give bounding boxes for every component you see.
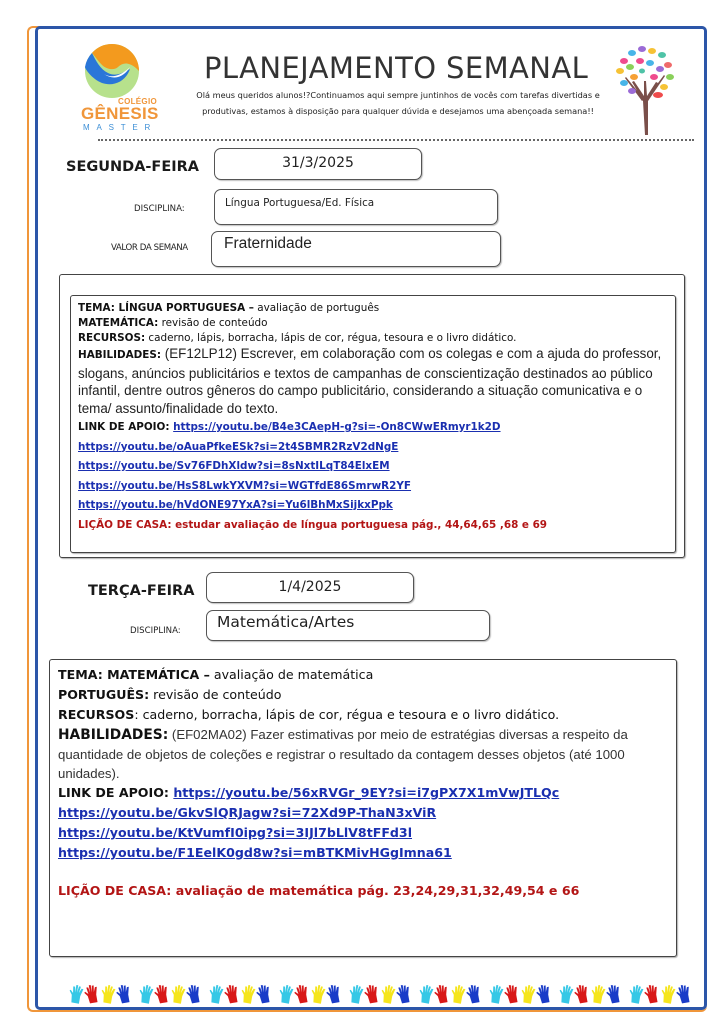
monday-link-1[interactable]: https://youtu.be/B4e3CAepH-g?si=-On8CWwERmyr1k2D	[173, 421, 501, 433]
intro-message: Olá meus queridos alunos!?Continuamos aqui sempre juntinhos de vocês com tarefas divertidas e produtivas, estamos à disposição para qualquer dúvida e desejamos uma abençoada semana!!	[196, 90, 600, 116]
hand-group	[278, 984, 342, 1006]
monday-habilidades: HABILIDADES: (EF12LP12) Escrever, em colaboração com os colegas e com a ajuda do professor, slogans, anúncios publicitários e textos de campanhas de conscientização destinados ao público infantil, dentre outros gêneros do campo publicitário, considerando a situação comunicativa e o tema/ assunto/finalidade do texto.	[78, 346, 662, 416]
tuesday-homework: LIÇÃO DE CASA: avaliação de matemática pág. 23,24,29,31,32,49,54 e 66	[58, 883, 580, 898]
tuesday-link-label: LINK DE APOIO:	[58, 785, 174, 800]
tuesday-link-2[interactable]: https://youtu.be/GkvSlQRJagw?si=72Xd9P-ThaN3xViR	[58, 805, 437, 820]
hand-icon	[100, 984, 116, 1004]
hand-icon	[418, 984, 434, 1004]
hand-group	[138, 984, 202, 1006]
monday-link-label: LINK DE APOIO:	[78, 421, 174, 433]
hand-icon	[558, 984, 574, 1004]
hand-icon	[208, 984, 224, 1004]
hand-group	[628, 984, 692, 1006]
hand-icon	[450, 984, 466, 1004]
header-divider	[98, 139, 694, 141]
monday-date-field[interactable]: 31/3/2025	[214, 148, 422, 180]
hand-icon	[606, 984, 622, 1004]
hand-group	[558, 984, 622, 1006]
hand-icon	[68, 984, 84, 1004]
tuesday-tema: TEMA: MATEMÁTICA – avaliação de matemática	[58, 667, 374, 682]
hand-icon	[628, 984, 644, 1004]
hand-icon	[364, 984, 380, 1004]
hand-icon	[138, 984, 154, 1004]
hand-icon	[278, 984, 294, 1004]
tuesday-recursos: RECURSOS: caderno, borracha, lápis de cor, régua e tesoura e o livro didático.	[58, 707, 560, 722]
hand-icon	[660, 984, 676, 1004]
school-logo	[78, 43, 158, 135]
hand-icon	[326, 984, 342, 1004]
hand-icon	[84, 984, 100, 1004]
hand-icon	[294, 984, 310, 1004]
tuesday-discipline-label: DISCIPLINA:	[130, 626, 181, 636]
tuesday-habilidades: HABILIDADES: (EF02MA02) Fazer estimativas por meio de estratégias diversas a respeito da quantidade de objetos de coleções e registrar o resultado da contagem desses objetos (até 1000 unidades).	[58, 727, 628, 781]
hand-icon	[348, 984, 364, 1004]
monday-label: SEGUNDA-FEIRA	[66, 159, 200, 175]
hand-icon	[170, 984, 186, 1004]
tuesday-discipline-field[interactable]: Matemática/Artes	[206, 610, 490, 641]
hands-border-decoration	[68, 984, 668, 1006]
monday-recursos: RECURSOS: caderno, lápis, borracha, lápis de cor, régua, tesoura e o livro didático.	[78, 332, 517, 344]
hand-icon	[504, 984, 520, 1004]
tuesday-label: TERÇA-FEIRA	[88, 583, 195, 599]
hand-icon	[116, 984, 132, 1004]
monday-matematica: MATEMÁTICA: revisão de conteúdo	[78, 317, 268, 329]
hand-icon	[488, 984, 504, 1004]
monday-link-2[interactable]: https://youtu.be/oAuaPfkeESk?si=2t4SBMR2RzV2dNgE	[78, 440, 399, 453]
monday-link-4[interactable]: https://youtu.be/HsS8LwkYXVM?si=WGTfdE86SmrwR2YF	[78, 479, 412, 492]
hand-icon	[396, 984, 412, 1004]
hand-icon	[644, 984, 660, 1004]
week-value-label: VALOR DA SEMANA	[111, 243, 188, 253]
hand-group	[208, 984, 272, 1006]
tuesday-link-1[interactable]: https://youtu.be/56xRVGr_9EY?si=i7gPX7X1mVwJTLQc	[173, 785, 560, 800]
hand-icon	[380, 984, 396, 1004]
monday-homework: LIÇÃO DE CASA: estudar avaliação de língua portuguesa pág., 44,64,65 ,68 e 69	[78, 518, 548, 531]
hand-icon	[676, 984, 692, 1004]
hand-icon	[536, 984, 552, 1004]
tuesday-portugues: PORTUGUÊS: revisão de conteúdo	[58, 687, 282, 702]
tuesday-link-3[interactable]: https://youtu.be/KtVumfI0ipg?si=3IJl7bLlV8tFFd3l	[58, 825, 413, 840]
colorful-tree-icon	[612, 41, 678, 137]
hand-group	[348, 984, 412, 1006]
monday-link-5[interactable]: https://youtu.be/hVdONE97YxA?si=Yu6lBhMxSijkxPpk	[78, 499, 393, 511]
hand-icon	[574, 984, 590, 1004]
tuesday-content	[58, 665, 668, 901]
hand-icon	[186, 984, 202, 1004]
hand-group	[68, 984, 132, 1006]
week-value-field[interactable]: Fraternidade	[211, 231, 501, 267]
hand-icon	[154, 984, 170, 1004]
hand-icon	[434, 984, 450, 1004]
hand-icon	[224, 984, 240, 1004]
page-title: PLANEJAMENTO SEMANAL	[204, 51, 589, 85]
weekly-plan-page	[35, 26, 707, 1010]
hand-icon	[310, 984, 326, 1004]
monday-discipline-label: DISCIPLINA:	[134, 204, 185, 214]
logo-colegio-text: COLÉGIO	[118, 97, 157, 106]
monday-content	[78, 301, 668, 534]
logo-name-text: GÊNESIS	[81, 104, 159, 123]
hand-icon	[240, 984, 256, 1004]
tuesday-link-4[interactable]: https://youtu.be/F1EelK0gd8w?si=mBTKMivHGgImna61	[58, 845, 452, 860]
logo-circle-icon	[84, 43, 140, 99]
monday-tema: TEMA: LÍNGUA PORTUGUESA – avaliação de português	[78, 302, 380, 314]
hand-icon	[466, 984, 482, 1004]
tuesday-date-field[interactable]: 1/4/2025	[206, 572, 414, 603]
hand-group	[418, 984, 482, 1006]
hand-icon	[590, 984, 606, 1004]
logo-master-text: MASTER	[83, 123, 158, 132]
hand-group	[488, 984, 552, 1006]
monday-link-3[interactable]: https://youtu.be/Sv76FDhXldw?si=8sNxtILqT84ElxEM	[78, 460, 390, 472]
hand-icon	[520, 984, 536, 1004]
monday-discipline-field[interactable]: Língua Portuguesa/Ed. Física	[214, 189, 498, 225]
hand-icon	[256, 984, 272, 1004]
